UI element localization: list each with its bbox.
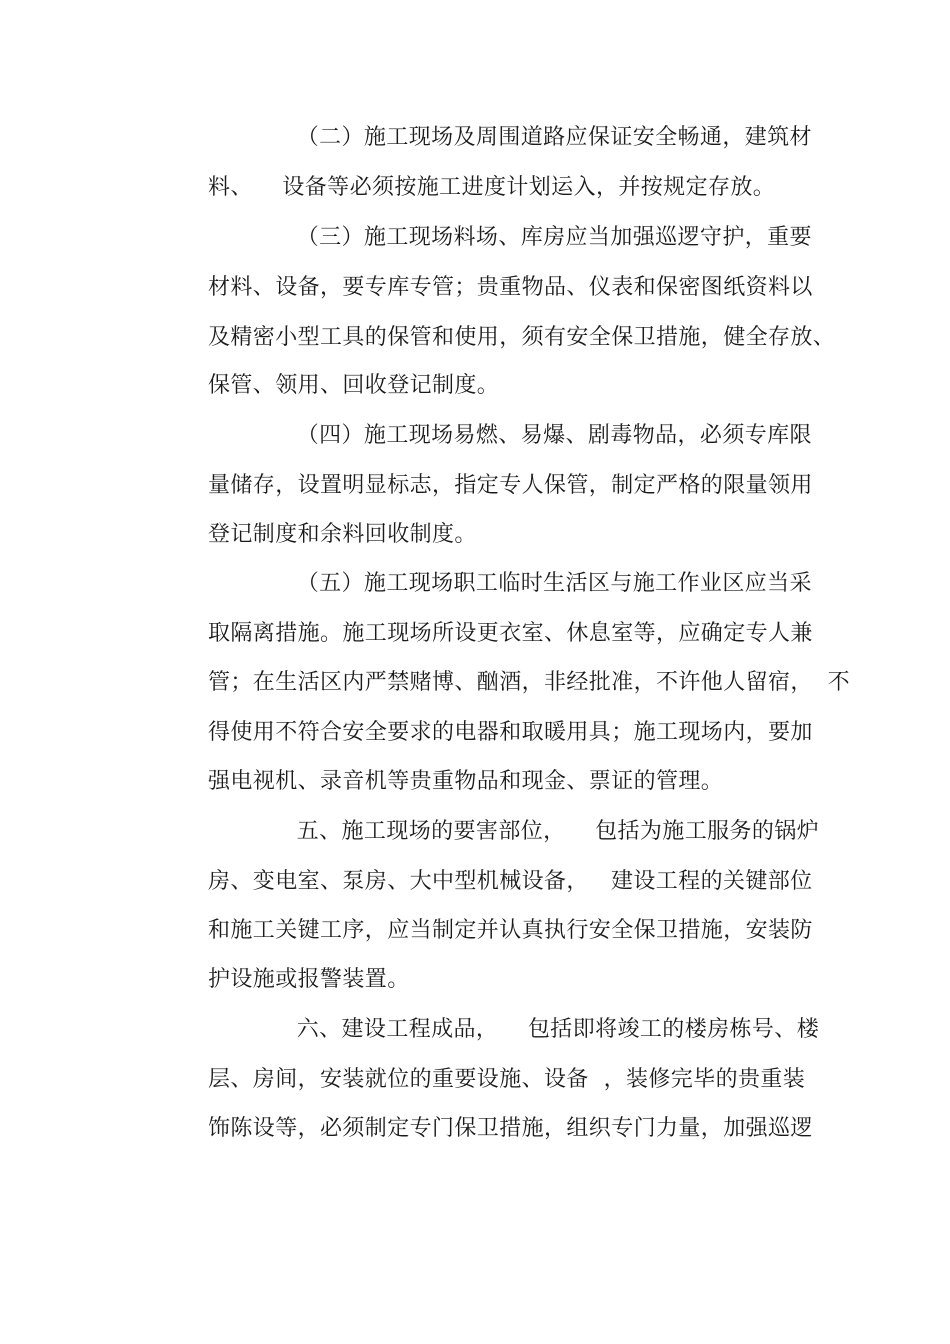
paragraph-3-line-1: （三）施工现场料场、库房应当加强巡逻守护，重要	[208, 225, 812, 250]
paragraph-5-line-3: 管；在生活区内严禁赌博、酗酒，非经批准，不许他人留宿， 不	[208, 670, 850, 695]
paragraph-4-line-3: 登记制度和余料回收制度。	[208, 522, 477, 547]
paragraph-4-line-1: （四）施工现场易燃、易爆、剧毒物品，必须专库限	[208, 423, 812, 448]
paragraph-5-line-4: 得使用不符合安全要求的电器和取暖用具；施工现场内，要加	[208, 720, 813, 745]
section-6-line-3: 饰陈设等，必须制定专门保卫措施，组织专门力量，加强巡逻	[208, 1116, 813, 1141]
paragraph-2-line-1: （二）施工现场及周围道路应保证安全畅通，建筑材	[208, 125, 812, 150]
section-6-line-1: 六、建设工程成品， 包括即将竣工的楼房栋号、楼	[208, 1017, 820, 1042]
section-5-line-2: 房、变电室、泵房、大中型机械设备， 建设工程的关键部位	[208, 869, 813, 894]
paragraph-5-line-5: 强电视机、录音机等贵重物品和现金、票证的管理。	[208, 769, 724, 794]
paragraph-3-line-4: 保管、领用、回收登记制度。	[208, 373, 500, 398]
paragraph-3-line-3: 及精密小型工具的保管和使用，须有安全保卫措施，健全存放、	[208, 325, 836, 350]
section-5-line-4: 护设施或报警装置。	[208, 967, 410, 992]
paragraph-5-line-2: 取隔离措施。施工现场所设更衣室、休息室等，应确定专人兼	[208, 621, 813, 646]
section-5-line-3: 和施工关键工序，应当制定并认真执行安全保卫措施，安装防	[208, 918, 813, 943]
section-6-line-2: 层、房间，安装就位的重要设施、设备 ，装修完毕的贵重装	[208, 1067, 806, 1092]
section-5-line-1: 五、施工现场的要害部位， 包括为施工服务的锅炉	[208, 819, 820, 844]
paragraph-5-line-1: （五）施工现场职工临时生活区与施工作业区应当采	[208, 571, 812, 596]
paragraph-3-line-2: 材料、设备，要专库专管；贵重物品、仪表和保密图纸资料以	[208, 275, 813, 300]
paragraph-2-line-2: 料、 设备等必须按施工进度计划运入，并按规定存放。	[208, 175, 776, 200]
paragraph-4-line-2: 量储存，设置明显标志，指定专人保管，制定严格的限量领用	[208, 473, 813, 498]
